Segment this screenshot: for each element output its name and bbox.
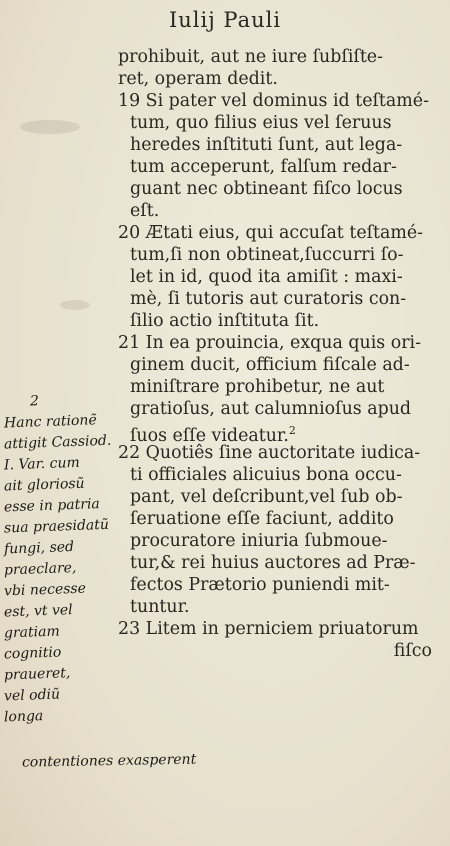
margin-note-line: ait gloriosũ xyxy=(3,475,85,495)
margin-note-line: praeclare, xyxy=(3,559,77,579)
text-line-content: ſuos eſſe videatur. xyxy=(130,425,289,446)
text-line: ginem ducit, officium fiſcale ad- xyxy=(130,355,410,375)
footnote-mark: 2 xyxy=(288,424,296,437)
text-line: tum, quo filius eius vel ſeruus xyxy=(130,113,392,133)
text-line: tur,& rei huius auctores ad Præ- xyxy=(130,553,416,573)
handwritten-margin-note xyxy=(4,390,144,726)
text-line: prohibuit, aut ne iure ſubſiſte- xyxy=(118,47,383,67)
catchword: fiſco xyxy=(393,641,432,661)
margin-note-line: est, vt vel xyxy=(3,602,73,621)
margin-note-line: vbi necesse xyxy=(3,580,87,600)
text-line: 23 Litem in perniciem priuatorum xyxy=(118,619,419,639)
text-line: tuntur. xyxy=(130,597,190,617)
text-line: ſeruatione eſſe faciunt, addito xyxy=(130,509,394,529)
margin-note-line: Hanc rationẽ xyxy=(3,412,97,432)
body-text xyxy=(118,46,438,662)
text-line: heredes inſtituti ſunt, aut lega- xyxy=(130,135,403,155)
text-line: tum acceperunt, falſum redar- xyxy=(130,157,397,177)
text-line: fectos Prætorio puniendi mit- xyxy=(130,575,390,595)
text-line: guant nec obtineant fiſco locus xyxy=(130,179,403,199)
text-line: pant, vel deſcribunt,vel ſub ob- xyxy=(130,487,403,507)
text-line: tum,ſi non obtineat,ſuccurri ſo- xyxy=(130,245,404,265)
stain xyxy=(20,120,80,134)
text-line: let in id, quod ita amiſit : maxi- xyxy=(130,267,403,287)
margin-note-line: cognitio xyxy=(3,644,62,663)
text-line: eſt. xyxy=(130,201,160,221)
margin-note-line: gratiam xyxy=(3,623,61,642)
margin-note-line: I. Var. cum xyxy=(3,454,81,474)
text-line: 20 Ætati eius, qui accuſat teſtamé- xyxy=(118,223,424,243)
margin-note-line: longa xyxy=(3,708,44,726)
text-line xyxy=(118,420,438,446)
stain xyxy=(60,300,90,310)
margin-note-line: attigit Cassiod. xyxy=(3,432,112,453)
text-line: gratioſus, aut calumnioſus apud xyxy=(130,399,412,419)
text-line: 21 In ea prouincia, exqua quis ori- xyxy=(118,333,421,353)
text-line: mè, ſi tutoris aut curatoris con- xyxy=(130,289,407,309)
running-header: Iulij Pauli xyxy=(168,8,282,32)
margin-note-line: fungi, sed xyxy=(3,539,75,558)
text-line: 22 Quotiês ſine auctoritate iudica- xyxy=(118,443,421,463)
text-line: miniſtrare prohibetur, ne aut xyxy=(130,377,385,397)
margin-note-line: sua praesidatũ xyxy=(3,516,110,537)
text-line: ret, operam dedit. xyxy=(118,69,278,89)
text-line: 19 Si pater vel dominus id teſtamé- xyxy=(118,91,429,111)
text-line: ſilio actio inſtituta ſit. xyxy=(130,311,320,331)
text-line: procuratore iniuria ſubmoue- xyxy=(130,531,388,551)
margin-note-line: praueret, xyxy=(3,665,71,684)
margin-note-line: esse in patria xyxy=(3,496,101,516)
margin-mark: 2 xyxy=(29,393,40,410)
text-line: ti officiales alicuius bona occu- xyxy=(130,465,402,485)
margin-note-line: vel odiũ xyxy=(3,686,61,705)
handwritten-bottom-note: contentiones exasperent xyxy=(21,751,197,771)
